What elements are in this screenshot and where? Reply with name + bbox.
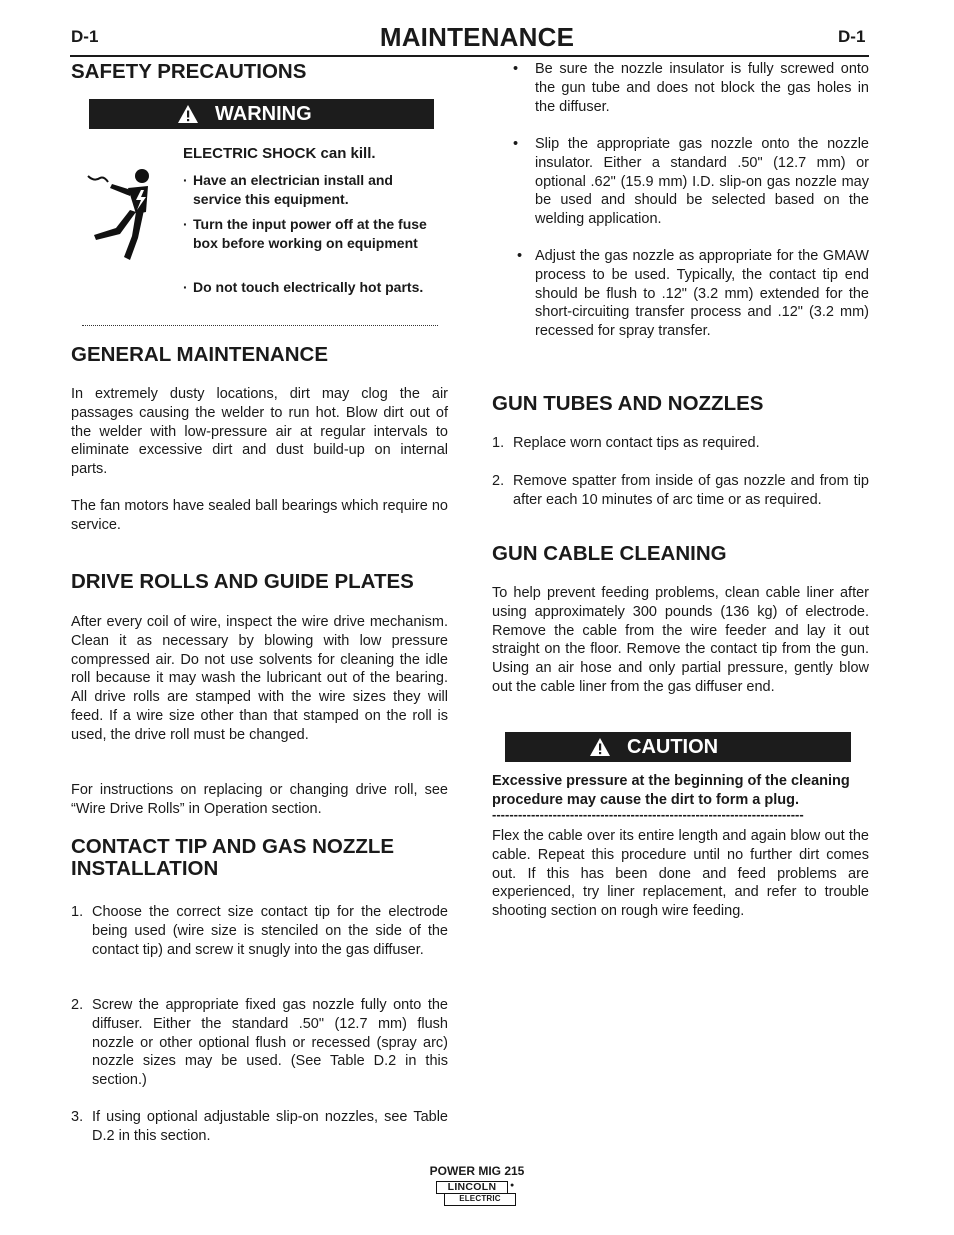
general-maintenance-p2: The fan motors have sealed ball bearings which require no service. bbox=[71, 498, 448, 533]
drive-rolls-p2: For instructions on replacing or changing drive roll, see “Wire Drive Rolls” in Operation section. bbox=[71, 782, 448, 817]
gun-cable-p1: To help prevent feeding problems, clean cable liner after using approximately 300 pounds (136 kg) of electrode. Remove the cable from the wire feeder and lay it out straight on the floor. Remove the contact tip from the gun. Using an air hose and only partial pressure, gently blow out the cable liner from the gas diffuser end. bbox=[492, 585, 869, 695]
safety-divider bbox=[82, 325, 438, 326]
header-rule bbox=[70, 55, 869, 57]
caution-dash-rule: ------------------------------------------------------------------------ bbox=[492, 808, 804, 822]
shock-bullet-3: · Do not touch electrically hot parts. bbox=[183, 279, 424, 295]
nozzle-bullet-1: • Be sure the nozzle insulator is fully screwed onto the gun tube and does not block the gas holes in the diffuser. bbox=[513, 61, 869, 115]
gun-tubes-item-1: 1. Replace worn contact tips as required. bbox=[492, 435, 760, 451]
page-number-left: D-1 bbox=[71, 27, 99, 46]
lincoln-electric-logo bbox=[436, 1181, 516, 1207]
warning-banner bbox=[89, 99, 434, 129]
general-maintenance-heading: GENERAL MAINTENANCE bbox=[71, 343, 329, 366]
caution-triangle-icon bbox=[589, 737, 611, 757]
warning-label: WARNING bbox=[215, 102, 312, 125]
contact-item-3: 3. If using optional adjustable slip-on nozzles, see Table D.2 in this section. bbox=[71, 1109, 448, 1144]
electric-shock-icon bbox=[84, 168, 164, 265]
gun-tubes-heading: GUN TUBES AND NOZZLES bbox=[492, 392, 764, 415]
logo-top-text: LINCOLN bbox=[436, 1181, 508, 1194]
gun-cable-heading: GUN CABLE CLEANING bbox=[492, 542, 727, 565]
shock-bullet-1: · Have an electrician install and service this equipment. bbox=[183, 172, 393, 207]
contact-item-2: 2. Screw the appropriate fixed gas nozzle fully onto the diffuser. Either the standard .50" (12.7 mm) flush nozzle or other optional flush or recessed (spray arc) nozzle sizes may be used. (See Table D.2 in this section.) bbox=[71, 997, 448, 1089]
caution-text: Excessive pressure at the beginning of the cleaning procedure may cause the dirt to form a plug. bbox=[492, 773, 850, 808]
caution-banner bbox=[505, 732, 851, 762]
contact-tip-heading: CONTACT TIP AND GAS NOZZLE INSTALLATION bbox=[71, 835, 395, 880]
drive-rolls-heading: DRIVE ROLLS AND GUIDE PLATES bbox=[71, 570, 414, 593]
page-title: MAINTENANCE bbox=[379, 22, 575, 52]
page-number-right: D-1 bbox=[838, 27, 866, 46]
safety-heading: SAFETY PRECAUTIONS bbox=[71, 60, 307, 83]
caution-label: CAUTION bbox=[627, 735, 719, 758]
electric-shock-heading: ELECTRIC SHOCK can kill. bbox=[183, 145, 376, 162]
logo-bottom-text: ELECTRIC bbox=[444, 1193, 516, 1206]
shock-bullet-2: · Turn the input power off at the fuse box before working on equipment bbox=[183, 216, 427, 251]
general-maintenance-p1: In extremely dusty locations, dirt may clog the air passages causing the welder to run hot. Blow dirt out of the welder with low-pressure air at regular intervals to eliminate excessive dirt and dust build-up on internal parts. bbox=[71, 386, 448, 478]
nozzle-bullet-2: • Slip the appropriate gas nozzle onto the nozzle insulator. Either a standard .50" (12.7 mm) or optional .62" (15.9 mm) I.D. slip-on gas nozzle may be used and should be selected based on the welding application. bbox=[513, 136, 869, 228]
warning-triangle-icon bbox=[177, 104, 199, 124]
logo-registered-mark: ● bbox=[510, 1182, 515, 1189]
gun-tubes-item-2: 2. Remove spatter from inside of gas nozzle and from tip after each 10 minutes of arc time or as required. bbox=[492, 473, 869, 508]
footer-product-name: POWER MIG 215 bbox=[429, 1164, 525, 1178]
gun-cable-p2: Flex the cable over its entire length and again blow out the cable. Repeat this procedure until no further dirt comes out. If this has been done and feed problems are experienced, try liner replacement, and refer to trouble shooting section on rough wire feeding. bbox=[492, 828, 869, 920]
contact-item-1: 1. Choose the correct size contact tip for the electrode being used (wire size is stenciled on the side of the contact tip) and screw it snugly into the gas diffuser. bbox=[71, 904, 448, 958]
drive-rolls-p1: After every coil of wire, inspect the wire drive mechanism. Clean it as necessary by blowing with low pressure compressed air. Do not use solvents for cleaning the idle roll because it may wash the lubricant out of the bearing. All drive rolls are stamped with the wire sizes they will feed. If a wire size other than that stamped on the roll is used, the drive roll must be changed. bbox=[71, 614, 448, 743]
nozzle-bullet-3: • Adjust the gas nozzle as appropriate for the GMAW process to be used. Typically, the contact tip end should be flush to .12" (3.2 mm) extended for the short-circuiting transfer process and .12" (3.2 mm) recessed for spray transfer. bbox=[517, 248, 869, 340]
